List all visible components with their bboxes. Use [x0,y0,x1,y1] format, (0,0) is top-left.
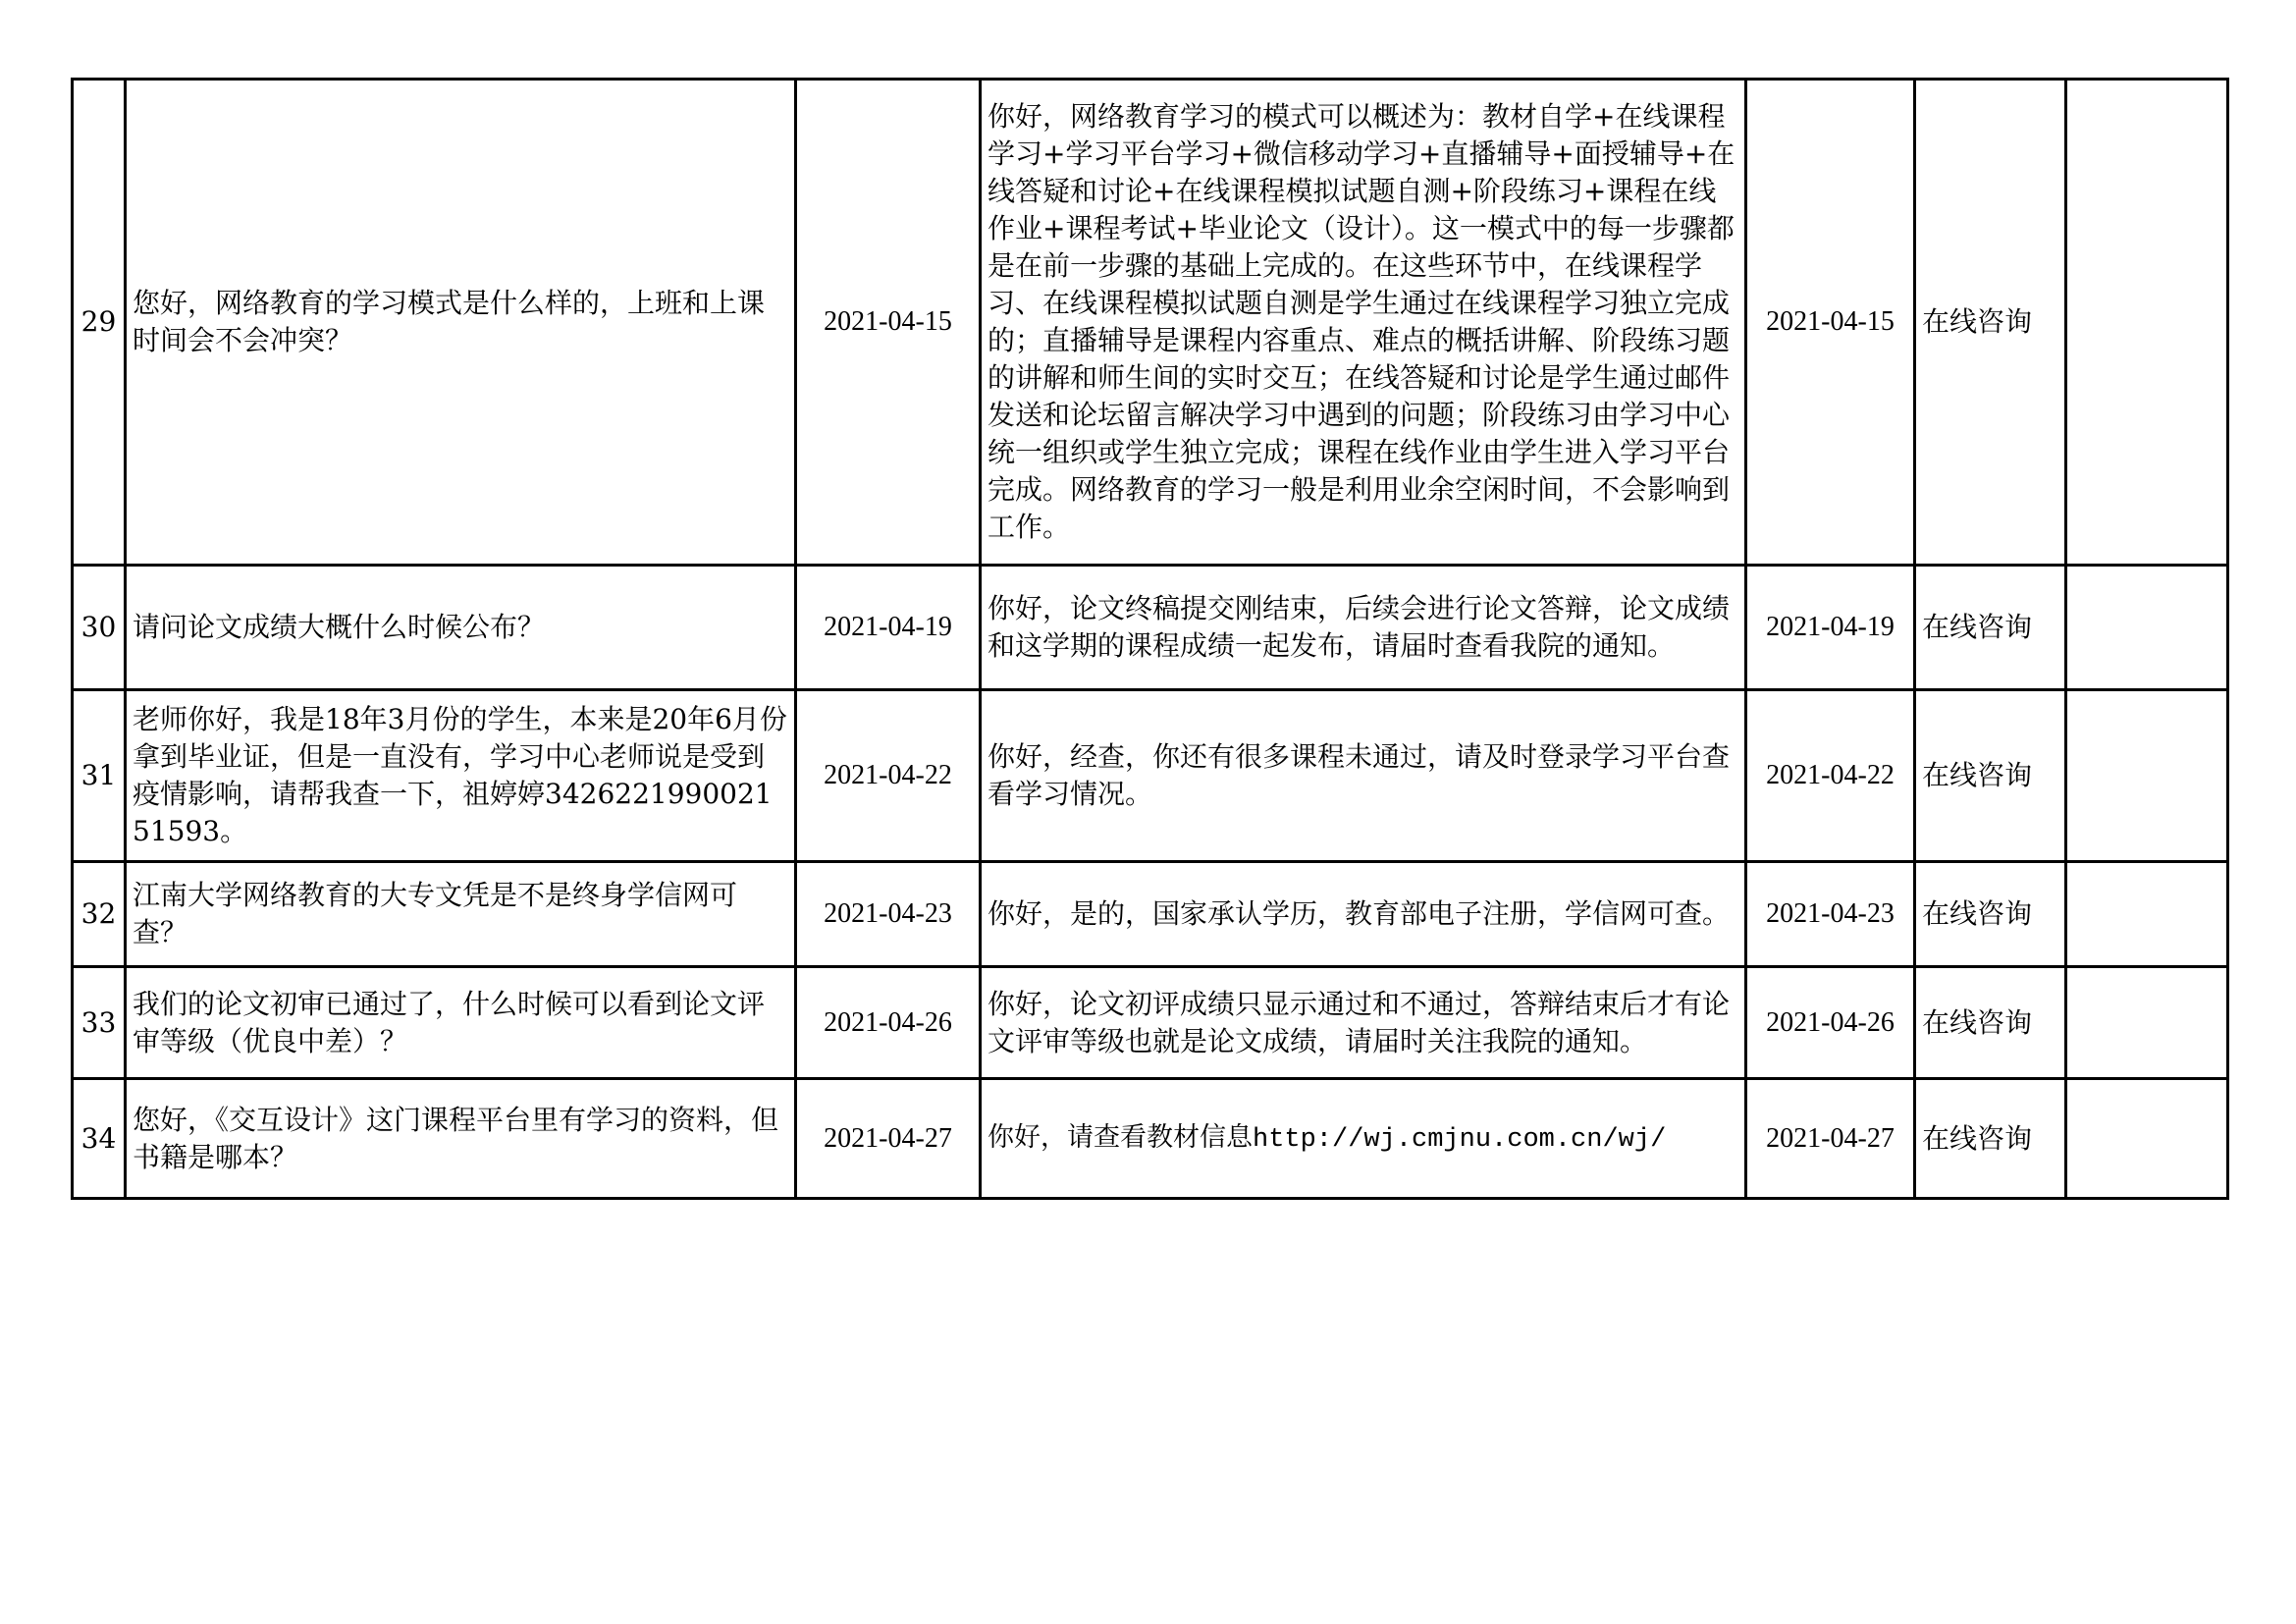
table-row [73,1079,2228,1199]
question-cell: 江南大学网络教育的大专文凭是不是终身学信网可查？ [126,862,796,967]
table-row [73,80,2228,566]
row-number: 32 [73,862,126,967]
row-number: 29 [73,80,126,566]
channel-cell: 在线咨询 [1915,862,2066,967]
question-date-cell: 2021-04-23 [796,862,981,967]
question-date-cell: 2021-04-19 [796,566,981,690]
question-cell: 您好，《交互设计》这门课程平台里有学习的资料，但书籍是哪本？ [126,1079,796,1199]
note-cell [2066,566,2228,690]
channel-cell: 在线咨询 [1915,967,2066,1079]
answer-cell: 你好，论文初评成绩只显示通过和不通过，答辩结束后才有论文评审等级也就是论文成绩，请届时关注我院的通知。 [981,967,1746,1079]
answer-cell: 你好，网络教育学习的模式可以概述为：教材自学+在线课程学习+学习平台学习+微信移动学习+直播辅导+面授辅导+在线答疑和讨论+在线课程模拟试题自测+阶段练习+课程在线作业+课程考试+毕业论文（设计）。这一模式中的每一步骤都是在前一步骤的基础上完成的。在这些环节中，在线课程学习、在线课程模拟试题自测是学生通过在线课程学习独立完成的；直播辅导是课程内容重点、难点的概括讲解、阶段练习题的讲解和师生间的实时交互；在线答疑和讨论是学生通过邮件发送和论坛留言解决学习中遇到的问题；阶段练习由学习中心统一组织或学生独立完成；课程在线作业由学生进入学习平台完成。网络教育的学习一般是利用业余空闲时间，不会影响到工作。 [981,80,1746,566]
channel-cell: 在线咨询 [1915,566,2066,690]
answer-date-cell: 2021-04-22 [1746,690,1915,862]
question-cell: 我们的论文初审已通过了，什么时候可以看到论文评审等级（优良中差）？ [126,967,796,1079]
table-row [73,566,2228,690]
note-cell [2066,862,2228,967]
answer-date-cell: 2021-04-23 [1746,862,1915,967]
answer-date-cell: 2021-04-15 [1746,80,1915,566]
answer-cell: 你好，是的，国家承认学历，教育部电子注册，学信网可查。 [981,862,1746,967]
channel-cell: 在线咨询 [1915,1079,2066,1199]
table-row [73,967,2228,1079]
question-date-cell: 2021-04-27 [796,1079,981,1199]
note-cell [2066,690,2228,862]
channel-cell: 在线咨询 [1915,690,2066,862]
question-cell: 请问论文成绩大概什么时候公布？ [126,566,796,690]
question-date-cell: 2021-04-15 [796,80,981,566]
row-number: 30 [73,566,126,690]
question-cell: 老师你好，我是18年3月份的学生，本来是20年6月份拿到毕业证，但是一直没有，学习中心老师说是受到疫情影响，请帮我查一下，祖婷婷342622199002151593。 [126,690,796,862]
answer-date-cell: 2021-04-27 [1746,1079,1915,1199]
note-cell [2066,1079,2228,1199]
answer-date-cell: 2021-04-26 [1746,967,1915,1079]
answer-cell: 你好，经查，你还有很多课程未通过，请及时登录学习平台查看学习情况。 [981,690,1746,862]
note-cell [2066,967,2228,1079]
row-number: 31 [73,690,126,862]
answer-url-text: 你好，请查看教材信息http://wj.cmjnu.com.cn/wj/ [988,1125,1667,1155]
note-cell [2066,80,2228,566]
row-number: 34 [73,1079,126,1199]
question-date-cell: 2021-04-22 [796,690,981,862]
table-row [73,862,2228,967]
table-row [73,690,2228,862]
consultation-records-table [71,78,2229,1200]
channel-cell: 在线咨询 [1915,80,2066,566]
answer-cell [981,1079,1746,1199]
question-cell: 您好，网络教育的学习模式是什么样的，上班和上课时间会不会冲突？ [126,80,796,566]
answer-date-cell: 2021-04-19 [1746,566,1915,690]
answer-cell: 你好，论文终稿提交刚结束，后续会进行论文答辩，论文成绩和这学期的课程成绩一起发布，请届时查看我院的通知。 [981,566,1746,690]
question-date-cell: 2021-04-26 [796,967,981,1079]
row-number: 33 [73,967,126,1079]
